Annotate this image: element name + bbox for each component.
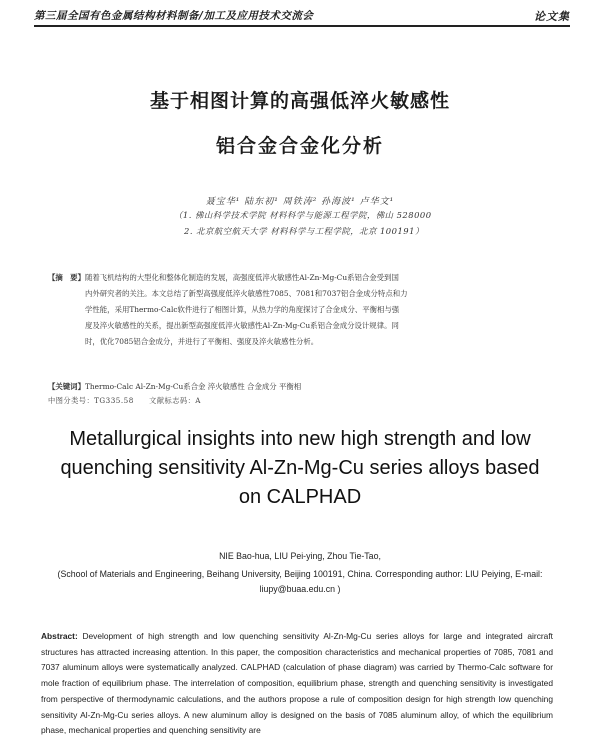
chinese-abstract-line xyxy=(48,270,399,286)
chinese-authors: 聂宝华¹ 陆东初¹ 周铁涛² 孙海波¹ 卢华文¹ xyxy=(205,197,395,207)
english-title-line-3: on CALPHAD xyxy=(238,486,362,508)
chinese-abstract-line: 时，优化7085铝合金成分，并进行了平衡相、强度及淬火敏感性分析。 xyxy=(85,337,319,346)
chinese-keywords xyxy=(48,381,301,392)
english-abstract-text: Development of high strength and low quenching sensitivity Al-Zn-Mg-Cu series alloys for large and integrated aircraft structures has attracted increasing attention. In this paper, the composition characteristics and mechanical properties of 7085, 7081 and 7037 aluminum alloys were systematically analyzed. CALPHAD (calculation of phase diagram) was carried by Thermo-Calc software for mole fraction of equilibrium phase. The interrelation of composition, equilibrium phase, strength and quenching sensitivity is investigated from perspective of thermodynamic calculations, and the authors propose a rule of composition design for high strength low quenching sensitivity Al-Zn-Mg-Cu series alloys. A new aluminum alloy is designed on the basis of 7085 aluminum alloy, of which the equilibrium phase, mechanical properties and quenching sensitivity are xyxy=(41,631,553,736)
chinese-title-line-1: 基于相图计算的高强低淬火敏感性 xyxy=(149,90,450,112)
conference-name: 第三届全国有色金属结构材料制备/加工及应用技术交流会 xyxy=(34,10,314,22)
english-title-line-1: Metallurgical insights into new high strength and low xyxy=(69,428,531,450)
chinese-title-line-2: 铝合金合金化分析 xyxy=(215,135,384,157)
classification-number: 中图分类号：TG335.58 文献标志码：A xyxy=(48,396,202,405)
header-rule xyxy=(34,25,570,27)
chinese-abstract-line: 内外研究者的关注。本文总结了新型高强度低淬火敏感性7085、7081和7037铝合金成分特点和力 xyxy=(85,289,408,298)
chinese-abstract-line: 度及淬火敏感性的关系，提出新型高强度低淬火敏感性Al-Zn-Mg-Cu系铝合金成分设计规律。同 xyxy=(85,321,399,330)
chinese-affiliation-2: 2. 北京航空航天大学 材料科学与工程学院，北京 100191） xyxy=(184,226,424,236)
running-header xyxy=(34,8,570,30)
english-abstract xyxy=(41,629,553,739)
english-affiliation: (School of Materials and Engineering, Beihang University, Beijing 100191, China. Corresponding author: LIU Peiying, E-mail: liupy@buaa.edu.cn ) xyxy=(57,569,543,594)
chinese-keywords-label: 【关键词】 xyxy=(48,382,85,391)
chinese-abstract-text: 随着飞机结构的大型化和整体化制造的发展，高强度低淬火敏感性Al-Zn-Mg-Cu系铝合金受到国 xyxy=(84,273,399,282)
english-title-line-2: quenching sensitivity Al-Zn-Mg-Cu series alloys based xyxy=(60,457,540,479)
chinese-abstract-label: 【摘 要】 xyxy=(48,273,85,282)
chinese-abstract-line: 学性能，采用Thermo-Calc软件进行了相图计算，从热力学的角度探讨了合金成分、平衡相与强 xyxy=(85,305,400,314)
english-authors: NIE Bao-hua, LIU Pei-ying, Zhou Tie-Tao, xyxy=(219,551,381,561)
chinese-affiliation-1: （1. 佛山科学技术学院 材料科学与能源工程学院，佛山 528000 xyxy=(174,210,432,220)
english-abstract-label: Abstract: xyxy=(41,631,78,641)
section-label: 论文集 xyxy=(534,10,570,23)
chinese-keywords-text: Thermo-Calc Al-Zn-Mg-Cu系合金 淬火敏感性 合金成分 平衡相 xyxy=(84,382,302,391)
english-title xyxy=(20,425,580,512)
